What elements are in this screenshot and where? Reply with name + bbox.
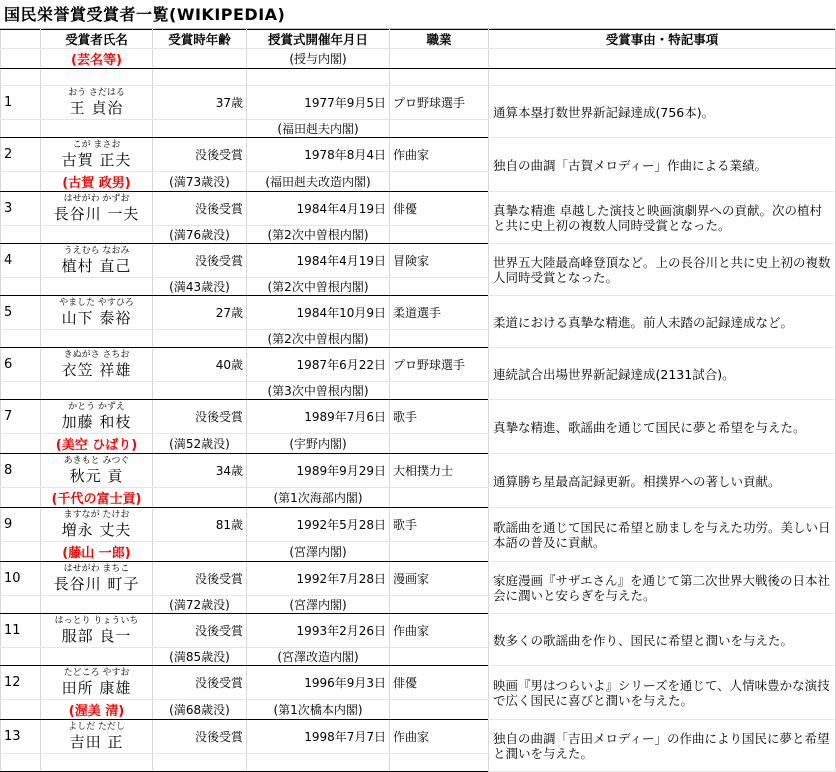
ceremony-date[interactable]: 1992年7月28日 <box>247 562 390 596</box>
award-reason[interactable]: 数多くの歌謡曲を作り、国民に希望と潤いを与えた。 <box>489 614 836 666</box>
occupation-sub[interactable] <box>390 754 489 772</box>
header-reason[interactable]: 受賞事由・特記事項 <box>489 30 836 49</box>
award-age[interactable]: 27歳 <box>153 296 247 330</box>
row-number[interactable]: 9 <box>1 508 41 542</box>
row-number-sub[interactable] <box>1 488 41 508</box>
award-age[interactable]: 没後受賞 <box>153 562 247 596</box>
occupation-sub[interactable] <box>390 648 489 666</box>
award-age[interactable]: 37歳 <box>153 86 247 120</box>
row-number[interactable]: 3 <box>1 192 41 226</box>
recipient-name-cell[interactable] <box>41 454 153 488</box>
award-age[interactable]: 34歳 <box>153 454 247 488</box>
occupation[interactable]: 歌手 <box>390 400 489 434</box>
award-reason[interactable]: 映画『男はつらいよ』シリーズを通じて、人情味豊かな演技で広く国民に喜びと潤いを与えた。 <box>489 666 836 720</box>
recipient-name: 古賀 正夫 <box>61 150 132 169</box>
recipient-name: 長谷川 一夫 <box>53 204 140 223</box>
age-note[interactable]: (満72歳没) <box>153 596 247 614</box>
award-reason[interactable]: 家庭漫画『サザエさん』を通じて第二次世界大戦後の日本社会に潤いと安らぎを与えた。 <box>489 562 836 614</box>
age-note[interactable] <box>153 330 247 348</box>
name-reading: はせがわ まちこ <box>63 563 130 574</box>
ceremony-date[interactable]: 1989年7月6日 <box>247 400 390 434</box>
header-no[interactable] <box>1 30 41 49</box>
cabinet[interactable]: (宮澤内閣) <box>247 596 390 614</box>
table-row <box>1 454 836 488</box>
stage-name[interactable] <box>41 330 153 348</box>
occupation[interactable]: 冒険家 <box>390 244 489 278</box>
header-age[interactable]: 受賞時年齢 <box>153 30 247 49</box>
row-number[interactable]: 11 <box>1 614 41 648</box>
page-title: 国民栄誉賞受賞者一覧(WIKIPEDIA) <box>4 5 286 24</box>
cabinet[interactable]: (宇野内閣) <box>247 434 390 454</box>
award-reason[interactable]: 通算本塁打数世界新記録達成(756本)。 <box>489 86 836 138</box>
ceremony-date[interactable]: 1977年9月5日 <box>247 86 390 120</box>
row-number-sub[interactable] <box>1 172 41 192</box>
recipient-name-cell[interactable] <box>41 400 153 434</box>
row-number-sub[interactable] <box>1 648 41 666</box>
occupation-sub[interactable] <box>390 226 489 244</box>
recipient-name: 吉田 正 <box>69 732 124 751</box>
cabinet[interactable]: (宮澤改造内閣) <box>247 648 390 666</box>
row-number[interactable]: 8 <box>1 454 41 488</box>
award-reason[interactable]: 独自の曲調「吉田メロディー」の作曲により国民に夢と希望と潤いを与えた。 <box>489 720 836 772</box>
recipient-name-cell[interactable] <box>41 138 153 172</box>
name-reading: こが まさお <box>72 139 121 150</box>
occupation[interactable]: 歌手 <box>390 508 489 542</box>
occupation[interactable]: 漫画家 <box>390 562 489 596</box>
stage-name[interactable]: (美空 ひばり) <box>41 434 153 454</box>
ceremony-date[interactable]: 1984年4月19日 <box>247 192 390 226</box>
cabinet[interactable]: (第2次中曽根内閣) <box>247 226 390 244</box>
header-date[interactable]: 授賞式開催年月日 <box>247 30 390 49</box>
age-note[interactable]: (満85歳没) <box>153 648 247 666</box>
name-reading: ますなが たけお <box>63 509 130 520</box>
header-date-note[interactable]: (授与内閣) <box>247 49 390 69</box>
occupation-sub[interactable] <box>390 382 489 400</box>
recipient-name-cell[interactable] <box>41 192 153 226</box>
award-age[interactable]: 没後受賞 <box>153 400 247 434</box>
cabinet[interactable]: (宮澤内閣) <box>247 542 390 562</box>
recipient-name-cell[interactable] <box>41 666 153 700</box>
age-note[interactable] <box>153 382 247 400</box>
stage-name[interactable] <box>41 278 153 296</box>
cabinet[interactable] <box>247 754 390 772</box>
table-row <box>1 614 836 648</box>
row-number[interactable]: 4 <box>1 244 41 278</box>
table-row <box>1 720 836 754</box>
row-number[interactable]: 1 <box>1 86 41 120</box>
table-row <box>1 508 836 542</box>
table-row <box>1 400 836 434</box>
recipient-name-cell[interactable] <box>41 562 153 596</box>
name-reading: あきもと みつぐ <box>63 455 130 466</box>
recipient-name-cell[interactable] <box>41 348 153 382</box>
occupation-sub[interactable] <box>390 542 489 562</box>
name-reading: やました やすひろ <box>59 297 134 308</box>
recipient-name-cell[interactable] <box>41 86 153 120</box>
ceremony-date[interactable]: 1984年10月9日 <box>247 296 390 330</box>
table-row <box>1 666 836 700</box>
recipient-name: 山下 泰裕 <box>61 308 132 327</box>
occupation[interactable]: 作曲家 <box>390 614 489 648</box>
award-reason[interactable]: 通算勝ち星最高記録更新。相撲界への著しい貢献。 <box>489 454 836 508</box>
occupation[interactable]: 作曲家 <box>390 138 489 172</box>
recipient-name: 王 貞治 <box>69 98 124 117</box>
row-number-sub[interactable] <box>1 542 41 562</box>
age-note[interactable] <box>153 754 247 772</box>
recipient-name-cell[interactable] <box>41 296 153 330</box>
occupation-sub[interactable] <box>390 596 489 614</box>
table-row <box>1 86 836 120</box>
stage-name[interactable] <box>41 596 153 614</box>
age-note[interactable]: (満76歳没) <box>153 226 247 244</box>
ceremony-date[interactable]: 1989年9月29日 <box>247 454 390 488</box>
occupation[interactable]: 俳優 <box>390 666 489 700</box>
stage-name[interactable] <box>41 226 153 244</box>
cabinet[interactable]: (福田赳夫内閣) <box>247 120 390 138</box>
recipient-name: 植村 直己 <box>61 256 132 275</box>
table-row <box>1 296 836 330</box>
row-number-sub[interactable] <box>1 330 41 348</box>
recipient-name: 加藤 和枝 <box>61 412 132 431</box>
ceremony-date[interactable]: 1984年4月19日 <box>247 244 390 278</box>
table-row <box>1 138 836 172</box>
header-name[interactable]: 受賞者氏名 <box>41 30 153 49</box>
stage-name[interactable] <box>41 382 153 400</box>
cabinet[interactable]: (第1次橋本内閣) <box>247 700 390 720</box>
recipient-name: 秋元 貢 <box>69 466 124 485</box>
stage-name[interactable] <box>41 648 153 666</box>
ceremony-date[interactable]: 1992年5月28日 <box>247 508 390 542</box>
stage-name[interactable]: (古賀 政男) <box>41 172 153 192</box>
header-row <box>1 30 836 49</box>
recipient-name: 増永 丈夫 <box>61 520 132 539</box>
cabinet[interactable]: (第2次中曽根内閣) <box>247 330 390 348</box>
occupation-sub[interactable] <box>390 172 489 192</box>
recipient-name: 服部 良一 <box>61 626 132 645</box>
age-note[interactable]: (満43歳没) <box>153 278 247 296</box>
age-note[interactable]: (満52歳没) <box>153 434 247 454</box>
row-number-sub[interactable] <box>1 226 41 244</box>
occupation-sub[interactable] <box>390 700 489 720</box>
row-number[interactable]: 12 <box>1 666 41 700</box>
award-age[interactable]: 没後受賞 <box>153 666 247 700</box>
award-age[interactable]: 没後受賞 <box>153 720 247 754</box>
header-name-note[interactable]: (芸名等) <box>41 49 153 69</box>
spreadsheet <box>0 28 835 761</box>
recipient-name-cell[interactable] <box>41 720 153 754</box>
stage-name[interactable]: (渥美 清) <box>41 700 153 720</box>
row-number[interactable]: 10 <box>1 562 41 596</box>
name-reading: はっとり りょういち <box>54 615 139 626</box>
ceremony-date[interactable]: 1996年9月3日 <box>247 666 390 700</box>
cabinet[interactable]: (第3次中曽根内閣) <box>247 382 390 400</box>
age-note[interactable]: (満68歳没) <box>153 700 247 720</box>
age-note[interactable] <box>153 120 247 138</box>
name-reading: うえむら なおみ <box>63 245 130 256</box>
row-number[interactable]: 5 <box>1 296 41 330</box>
occupation-sub[interactable] <box>390 330 489 348</box>
occupation-sub[interactable] <box>390 278 489 296</box>
row-number[interactable]: 2 <box>1 138 41 172</box>
spacer-row <box>1 69 836 86</box>
award-reason[interactable]: 独自の曲調「古賀メロディー」作曲による業績。 <box>489 138 836 192</box>
recipient-name: 長谷川 町子 <box>53 574 140 593</box>
award-reason[interactable]: 連続試合出場世界新記録達成(2131試合)。 <box>489 348 836 400</box>
row-number-sub[interactable] <box>1 278 41 296</box>
name-reading: きぬがさ さちお <box>63 349 130 360</box>
occupation-sub[interactable] <box>390 434 489 454</box>
award-reason[interactable]: 真摯な精進 卓越した演技と映画演劇界への貢献。次の植村と共に史上初の複数人同時受賞となった。 <box>489 192 836 244</box>
award-age[interactable]: 没後受賞 <box>153 614 247 648</box>
ceremony-date[interactable]: 1978年8月4日 <box>247 138 390 172</box>
table-row <box>1 244 836 278</box>
age-note[interactable] <box>153 488 247 508</box>
recipient-name-cell[interactable] <box>41 244 153 278</box>
recipient-name: 田所 康雄 <box>61 678 132 697</box>
award-reason[interactable]: 歌謡曲を通じて国民に希望と励ましを与えた功労。美しい日本語の普及に貢献。 <box>489 508 836 562</box>
award-table <box>0 29 836 772</box>
name-reading: はせがわ かずお <box>63 193 130 204</box>
occupation-sub[interactable] <box>390 488 489 508</box>
row-number-sub[interactable] <box>1 596 41 614</box>
cabinet[interactable]: (第1次海部内閣) <box>247 488 390 508</box>
occupation[interactable]: 俳優 <box>390 192 489 226</box>
header-occupation[interactable]: 職業 <box>390 30 489 49</box>
award-age[interactable]: 没後受賞 <box>153 192 247 226</box>
name-reading: おう さだはる <box>68 87 125 98</box>
occupation[interactable]: 柔道選手 <box>390 296 489 330</box>
age-note[interactable] <box>153 542 247 562</box>
award-reason[interactable]: 真摯な精進、歌謡曲を通じて国民に夢と希望を与えた。 <box>489 400 836 454</box>
age-note[interactable]: (満73歳没) <box>153 172 247 192</box>
name-reading: たどころ やすお <box>63 667 130 678</box>
ceremony-date[interactable]: 1993年2月26日 <box>247 614 390 648</box>
stage-name[interactable]: (千代の富士貢) <box>41 488 153 508</box>
recipient-name-cell[interactable] <box>41 508 153 542</box>
row-number[interactable]: 7 <box>1 400 41 434</box>
name-reading: よしだ ただし <box>68 721 125 732</box>
occupation-sub[interactable] <box>390 120 489 138</box>
row-number[interactable]: 13 <box>1 720 41 754</box>
award-age[interactable]: 没後受賞 <box>153 138 247 172</box>
recipient-name: 衣笠 祥雄 <box>61 360 132 379</box>
occupation[interactable]: 大相撲力士 <box>390 454 489 488</box>
award-reason[interactable]: 世界五大陸最高峰登頂など。上の長谷川と共に史上初の複数人同時受賞となった。 <box>489 244 836 296</box>
ceremony-date[interactable]: 1987年6月22日 <box>247 348 390 382</box>
row-number-sub[interactable] <box>1 434 41 454</box>
award-age[interactable]: 40歳 <box>153 348 247 382</box>
row-number-sub[interactable] <box>1 120 41 138</box>
table-row <box>1 192 836 226</box>
award-reason[interactable]: 柔道における真摯な精進。前人未踏の記録達成など。 <box>489 296 836 348</box>
row-number-sub[interactable] <box>1 382 41 400</box>
stage-name[interactable] <box>41 754 153 772</box>
occupation[interactable]: プロ野球選手 <box>390 86 489 120</box>
table-row <box>1 348 836 382</box>
table-row <box>1 562 836 596</box>
ceremony-date[interactable]: 1998年7月7日 <box>247 720 390 754</box>
award-age[interactable]: 没後受賞 <box>153 244 247 278</box>
occupation[interactable]: 作曲家 <box>390 720 489 754</box>
recipient-name-cell[interactable] <box>41 614 153 648</box>
name-reading: かとう かずえ <box>68 401 125 412</box>
row-number[interactable]: 6 <box>1 348 41 382</box>
row-number-sub[interactable] <box>1 700 41 720</box>
cabinet[interactable]: (第2次中曽根内閣) <box>247 278 390 296</box>
cabinet[interactable]: (福田赳夫改造内閣) <box>247 172 390 192</box>
row-number-sub[interactable] <box>1 754 41 772</box>
occupation[interactable]: プロ野球選手 <box>390 348 489 382</box>
stage-name[interactable]: (藤山 一郎) <box>41 542 153 562</box>
award-age[interactable]: 81歳 <box>153 508 247 542</box>
header-note-row <box>1 49 836 69</box>
stage-name[interactable] <box>41 120 153 138</box>
